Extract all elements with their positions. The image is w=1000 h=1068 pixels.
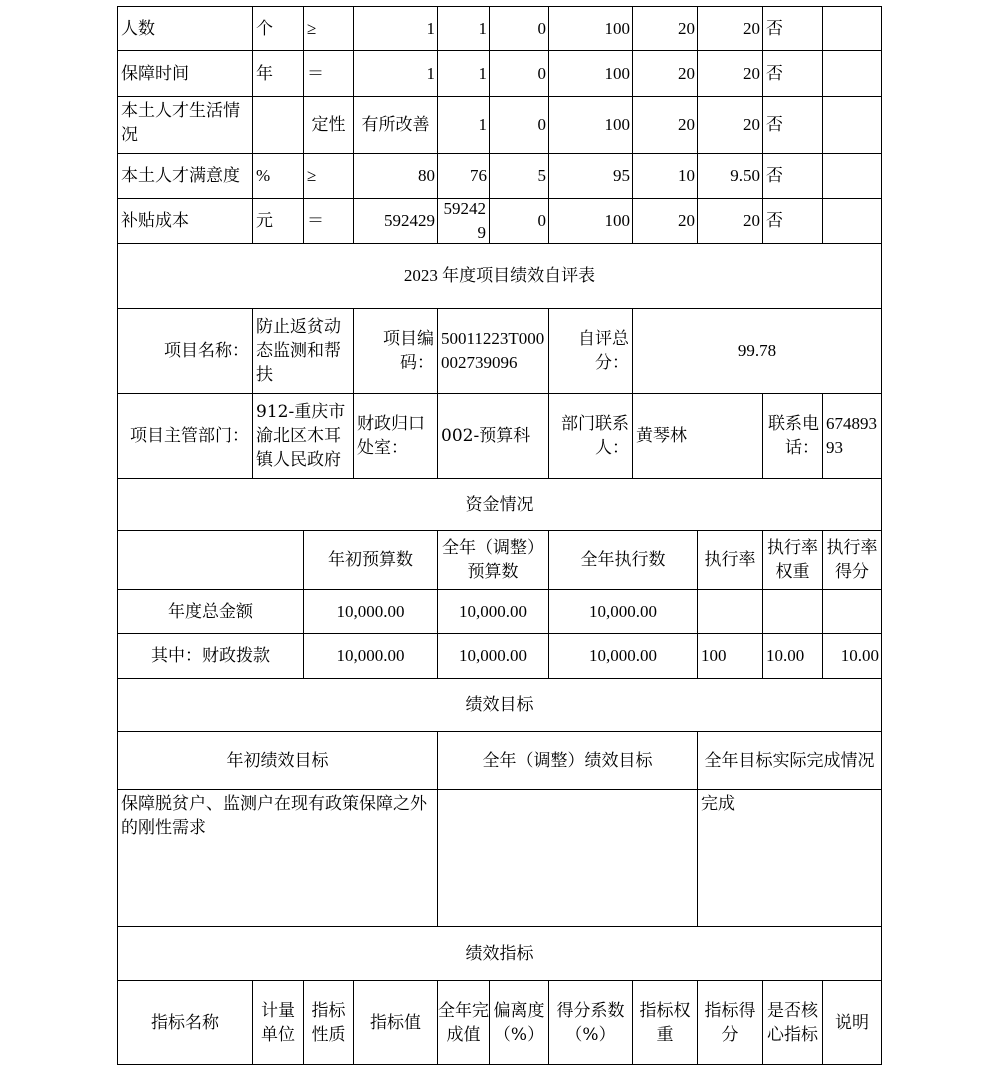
indicator-coef-cell: 100 — [548, 96, 633, 154]
indicator-score-cell: 20 — [697, 198, 763, 244]
funds-row-label: 其中：财政拨款 — [117, 633, 304, 679]
indicator-weight-cell: 20 — [632, 198, 698, 244]
contact-person-label: 部门联系人： — [548, 393, 633, 479]
indicator-unit-cell: 年 — [252, 50, 304, 97]
indicator-deviation-cell: 0 — [489, 198, 549, 244]
funds-header-cell: 执行率权重 — [762, 530, 823, 590]
contact-person-value: 黄琴林 — [632, 393, 763, 479]
indicator-target-cell: 有所改善 — [353, 96, 438, 154]
funds-header-cell: 执行率得分 — [822, 530, 882, 590]
funds-weight-cell — [762, 589, 823, 634]
metrics-header-cell: 指标值 — [353, 980, 438, 1065]
indicator-score-cell: 20 — [697, 6, 763, 51]
self-score-value: 99.78 — [632, 308, 882, 394]
indicator-name-cell: 补贴成本 — [117, 198, 253, 244]
project-name-label: 项目名称： — [117, 308, 253, 394]
indicator-weight-cell: 10 — [632, 153, 698, 199]
indicator-weight-cell: 20 — [632, 50, 698, 97]
funds-executed-cell: 10,000.00 — [548, 589, 698, 634]
metrics-header-cell: 得分系数（%） — [548, 980, 633, 1065]
indicator-score-cell: 9.50 — [697, 153, 763, 199]
project-code-label: 项目编码： — [353, 308, 438, 394]
indicator-name-cell: 人数 — [117, 6, 253, 51]
indicator-complete-cell: 592429 — [437, 198, 490, 244]
funds-header-cell: 全年执行数 — [548, 530, 698, 590]
metrics-header-cell: 偏离度（%） — [489, 980, 549, 1065]
funds-score-cell: 10.00 — [822, 633, 882, 679]
indicator-type-cell: 定性 — [303, 96, 354, 154]
indicator-deviation-cell: 0 — [489, 96, 549, 154]
department-value: 912-重庆市渝北区木耳镇人民政府 — [252, 393, 354, 479]
phone-label: 联系电话： — [762, 393, 823, 479]
funds-header-cell: 年初预算数 — [303, 530, 438, 590]
indicator-coef-cell: 95 — [548, 153, 633, 199]
department-label: 项目主管部门： — [117, 393, 253, 479]
indicator-target-cell: 1 — [353, 6, 438, 51]
metrics-header-cell: 说明 — [822, 980, 882, 1065]
metrics-title: 绩效指标 — [117, 926, 882, 981]
goals-actual-text: 完成 — [697, 789, 882, 927]
funds-weight-cell: 10.00 — [762, 633, 823, 679]
funds-row-label: 年度总金额 — [117, 589, 304, 634]
indicator-coef-cell: 100 — [548, 198, 633, 244]
metrics-header-cell: 指标名称 — [117, 980, 253, 1065]
goals-header-initial: 年初绩效目标 — [117, 731, 438, 790]
metrics-header-cell: 指标性质 — [303, 980, 354, 1065]
indicator-complete-cell: 1 — [437, 96, 490, 154]
indicator-note-cell — [822, 96, 882, 154]
funds-header-cell: 执行率 — [697, 530, 763, 590]
indicator-unit-cell: 个 — [252, 6, 304, 51]
indicator-note-cell — [822, 198, 882, 244]
indicator-core-cell: 否 — [762, 153, 823, 199]
indicator-note-cell — [822, 50, 882, 97]
funds-executed-cell: 10,000.00 — [548, 633, 698, 679]
indicator-coef-cell: 100 — [548, 50, 633, 97]
indicator-core-cell: 否 — [762, 6, 823, 51]
goals-initial-text: 保障脱贫户、监测户在现有政策保障之外的刚性需求 — [117, 789, 438, 927]
indicator-deviation-cell: 0 — [489, 6, 549, 51]
project-code-value: 50011223T000002739096 — [437, 308, 549, 394]
indicator-score-cell: 20 — [697, 96, 763, 154]
indicator-weight-cell: 20 — [632, 6, 698, 51]
indicator-type-cell: ＝ — [303, 50, 354, 97]
indicator-core-cell: 否 — [762, 198, 823, 244]
metrics-header-cell: 指标权重 — [632, 980, 698, 1065]
metrics-header-cell: 全年完成值 — [437, 980, 490, 1065]
indicator-unit-cell: % — [252, 153, 304, 199]
phone-value: 67489393 — [822, 393, 882, 479]
funds-initial-cell: 10,000.00 — [303, 589, 438, 634]
indicator-target-cell: 592429 — [353, 198, 438, 244]
indicator-name-cell: 本土人才满意度 — [117, 153, 253, 199]
indicator-core-cell: 否 — [762, 96, 823, 154]
metrics-header-cell: 是否核心指标 — [762, 980, 823, 1065]
funds-title: 资金情况 — [117, 478, 882, 531]
funds-header-cell: 全年（调整）预算数 — [437, 530, 549, 590]
funds-initial-cell: 10,000.00 — [303, 633, 438, 679]
funds-header-blank — [117, 530, 304, 590]
funds-score-cell — [822, 589, 882, 634]
goals-adjusted-text — [437, 789, 698, 927]
section-title: 2023 年度项目绩效自评表 — [117, 243, 882, 309]
indicator-complete-cell: 1 — [437, 6, 490, 51]
indicator-unit-cell — [252, 96, 304, 154]
funds-rate-cell: 100 — [697, 633, 763, 679]
indicator-target-cell: 80 — [353, 153, 438, 199]
goals-header-adjusted: 全年（调整）绩效目标 — [437, 731, 698, 790]
indicator-unit-cell: 元 — [252, 198, 304, 244]
indicator-type-cell: ≥ — [303, 153, 354, 199]
indicator-complete-cell: 76 — [437, 153, 490, 199]
indicator-complete-cell: 1 — [437, 50, 490, 97]
indicator-name-cell: 保障时间 — [117, 50, 253, 97]
finance-office-label: 财政归口处室： — [353, 393, 438, 479]
finance-office-value: 002-预算科 — [437, 393, 549, 479]
indicator-type-cell: ≥ — [303, 6, 354, 51]
indicator-note-cell — [822, 153, 882, 199]
indicator-core-cell: 否 — [762, 50, 823, 97]
self-score-label: 自评总分： — [548, 308, 633, 394]
project-name-value: 防止返贫动态监测和帮扶 — [252, 308, 354, 394]
metrics-header-cell: 计量单位 — [252, 980, 304, 1065]
indicator-deviation-cell: 5 — [489, 153, 549, 199]
indicator-note-cell — [822, 6, 882, 51]
metrics-header-cell: 指标得分 — [697, 980, 763, 1065]
indicator-score-cell: 20 — [697, 50, 763, 97]
funds-rate-cell — [697, 589, 763, 634]
indicator-deviation-cell: 0 — [489, 50, 549, 97]
funds-adjusted-cell: 10,000.00 — [437, 633, 549, 679]
indicator-name-cell: 本土人才生活情况 — [117, 96, 253, 154]
indicator-type-cell: ＝ — [303, 198, 354, 244]
funds-adjusted-cell: 10,000.00 — [437, 589, 549, 634]
indicator-coef-cell: 100 — [548, 6, 633, 51]
goals-header-actual: 全年目标实际完成情况 — [697, 731, 882, 790]
goals-title: 绩效目标 — [117, 678, 882, 732]
indicator-target-cell: 1 — [353, 50, 438, 97]
indicator-weight-cell: 20 — [632, 96, 698, 154]
